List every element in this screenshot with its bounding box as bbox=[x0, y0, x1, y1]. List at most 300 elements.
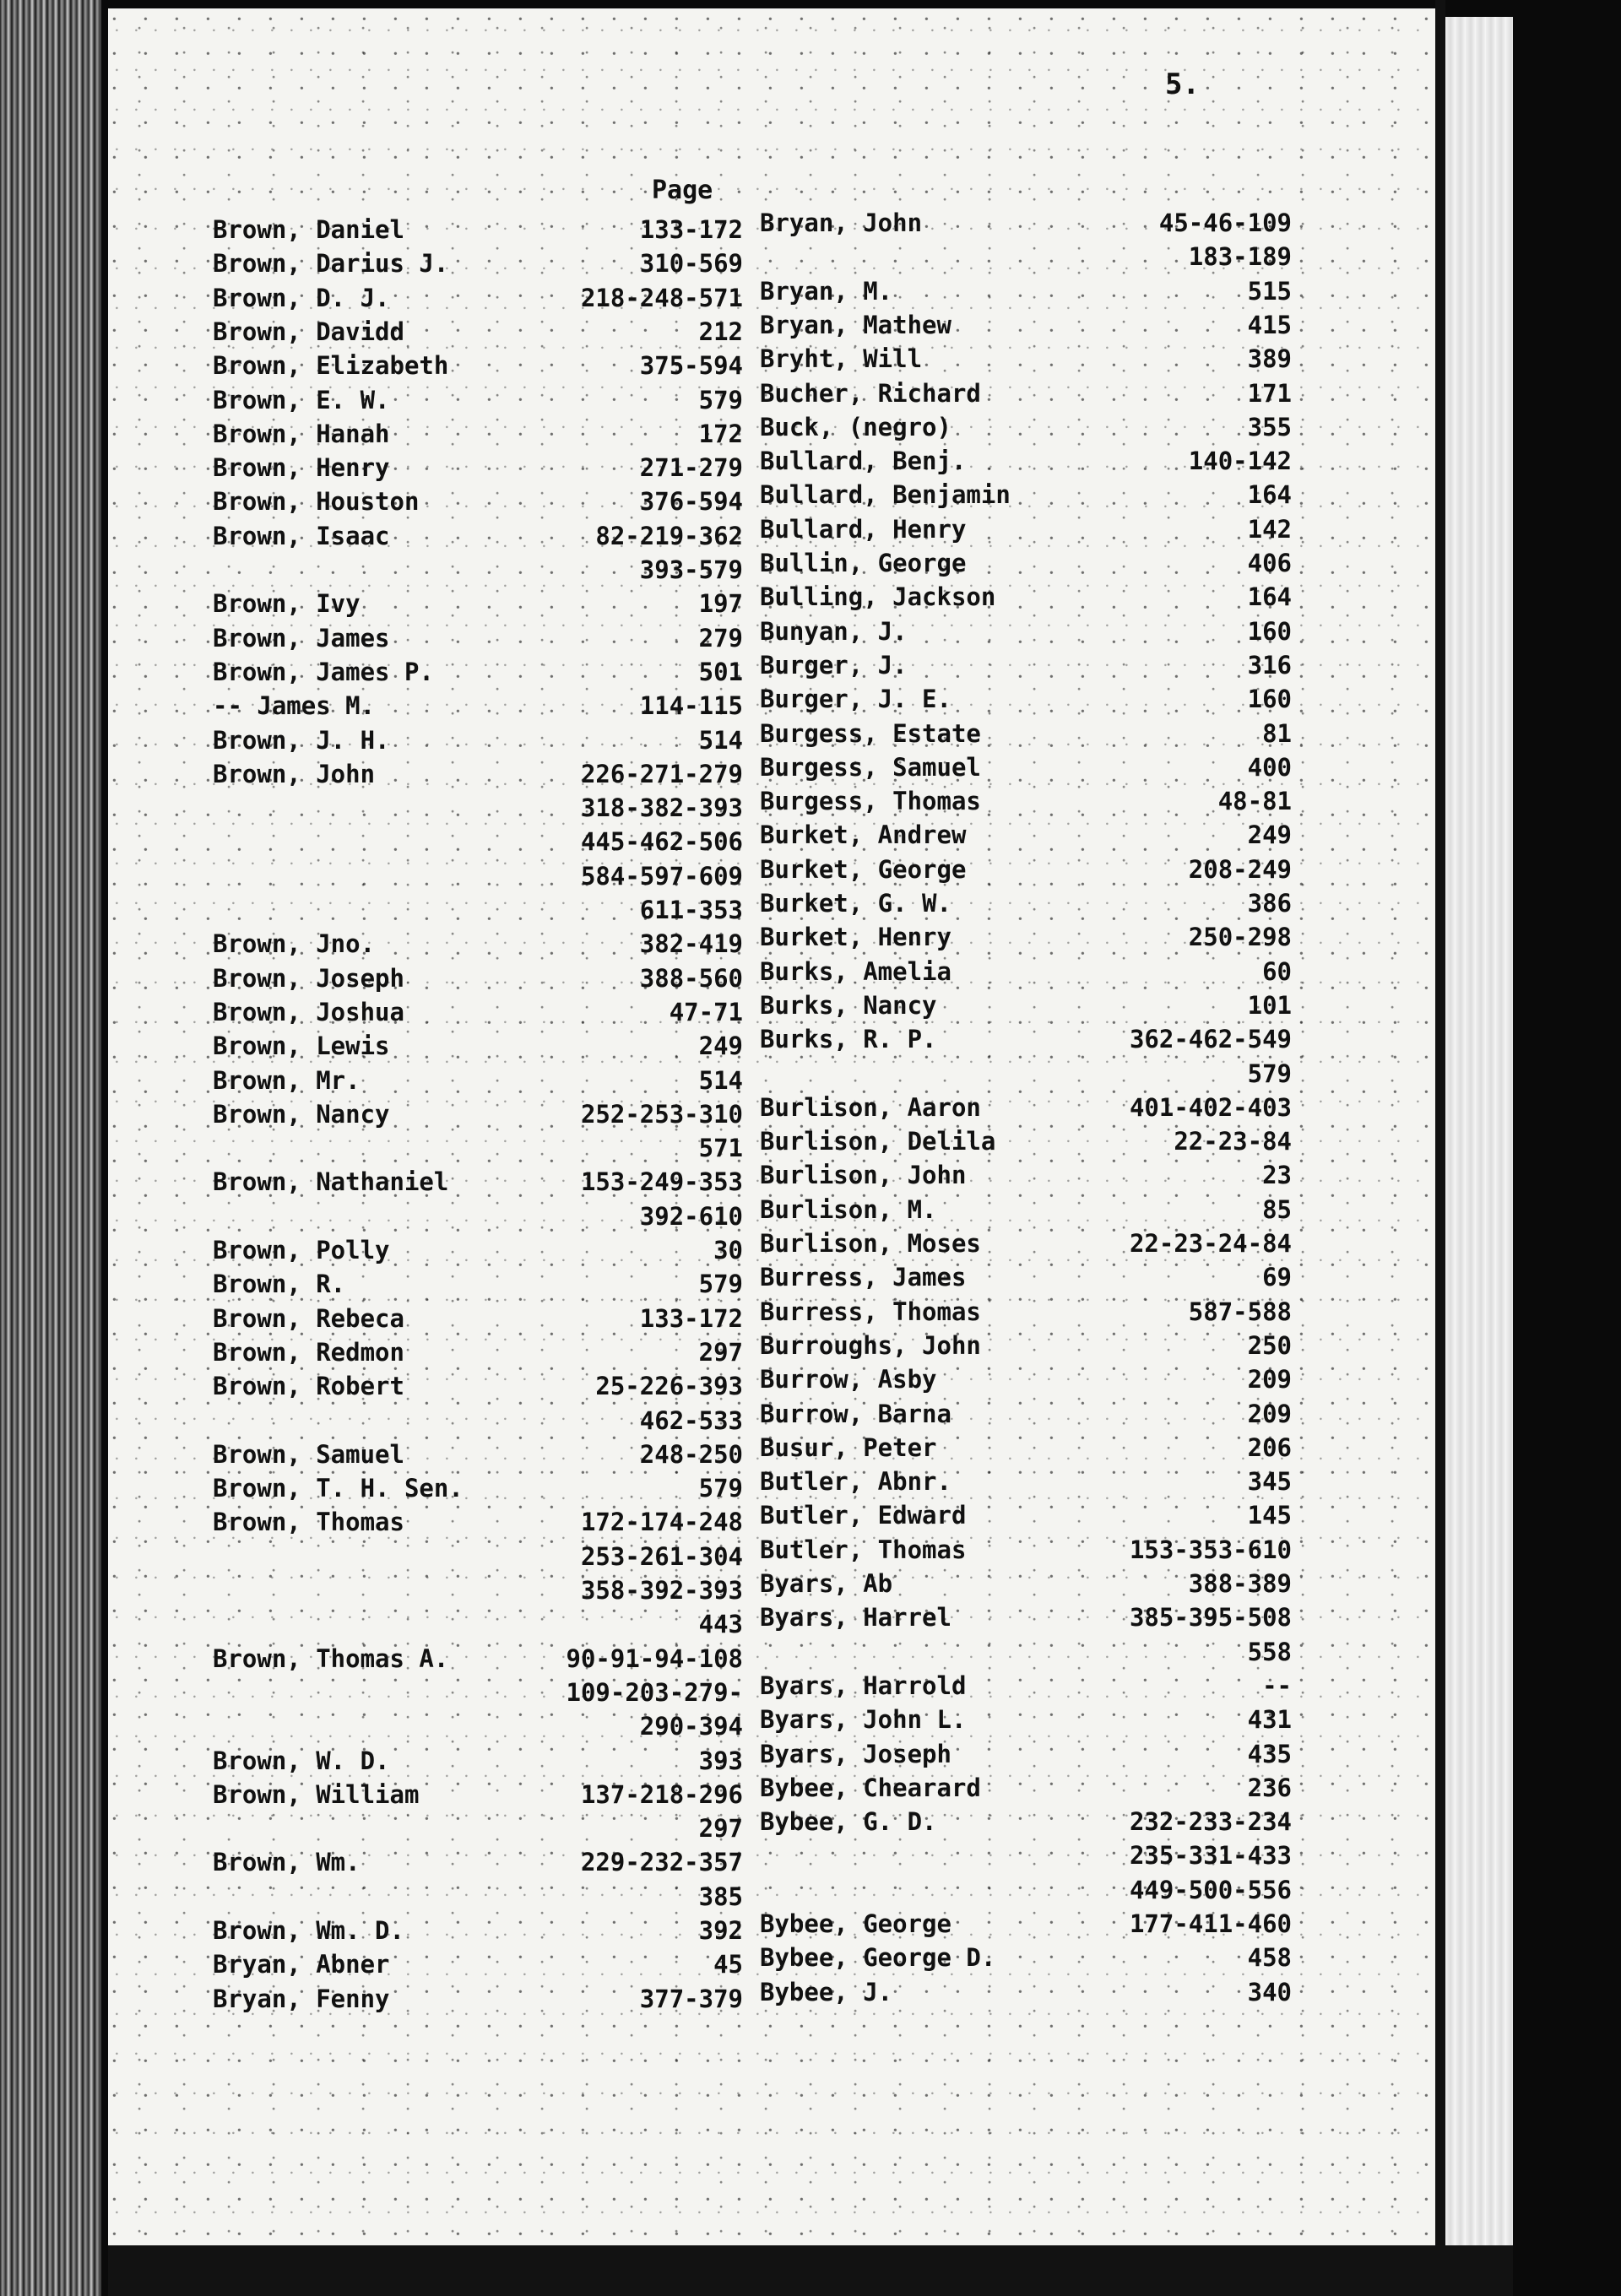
entry-name: Burks, R. P. bbox=[760, 1025, 937, 1054]
entry-name: Butler, Edward bbox=[760, 1501, 967, 1530]
entry-pages: 400 bbox=[1247, 752, 1292, 782]
index-entry bbox=[760, 1907, 1292, 1941]
entry-name: Brown, Isaac bbox=[213, 521, 390, 550]
index-entry bbox=[760, 1295, 1292, 1329]
entry-pages: 515 bbox=[1247, 276, 1292, 306]
entry-pages: 172 bbox=[698, 419, 743, 448]
index-entry bbox=[760, 1260, 1292, 1294]
index-entry bbox=[760, 1567, 1292, 1600]
entry-name: Brown, T. H. Sen. bbox=[213, 1474, 464, 1503]
entry-pages: 249 bbox=[698, 1032, 743, 1061]
index-entry bbox=[213, 927, 743, 961]
entry-name: Bybee, George D. bbox=[760, 1943, 996, 1973]
book-spine bbox=[1435, 0, 1445, 2296]
entry-pages: 587-588 bbox=[1188, 1297, 1292, 1326]
entry-pages: 164 bbox=[1247, 480, 1292, 510]
index-entry bbox=[760, 1091, 1292, 1124]
entry-name: Burlison, M. bbox=[760, 1194, 937, 1224]
entry-name: Brown, Houston bbox=[213, 487, 420, 517]
page-number: 5. bbox=[1165, 68, 1200, 101]
index-entry bbox=[213, 1267, 743, 1301]
index-entry bbox=[213, 1335, 743, 1369]
entry-pages: 226-271-279 bbox=[580, 759, 743, 788]
entry-name: Burket, Henry bbox=[760, 923, 951, 952]
entry-pages: 218-248-571 bbox=[580, 283, 743, 312]
entry-name: Brown, Redmon bbox=[213, 1337, 404, 1367]
index-entry bbox=[760, 1022, 1292, 1056]
entry-name: Burket, Andrew bbox=[760, 820, 967, 850]
entry-name: Burlison, Delila bbox=[760, 1127, 996, 1156]
entry-pages: 571 bbox=[698, 1134, 743, 1163]
entry-pages: 449-500-556 bbox=[1129, 1875, 1292, 1904]
index-entry bbox=[760, 1329, 1292, 1362]
entry-name: Burrow, Asby bbox=[760, 1365, 937, 1394]
index-entry bbox=[213, 1947, 743, 1981]
entry-pages: 401-402-403 bbox=[1129, 1092, 1292, 1122]
index-entry bbox=[760, 1737, 1292, 1771]
index-entry bbox=[760, 1465, 1292, 1498]
index-entry bbox=[760, 1805, 1292, 1838]
entry-name: Burger, J. bbox=[760, 650, 908, 680]
entry-name: Brown, Mr. bbox=[213, 1065, 361, 1095]
entry-name: Brown, Elizabeth bbox=[213, 351, 449, 381]
entry-pages: 206 bbox=[1247, 1432, 1292, 1462]
entry-name: Bryan, Abner bbox=[213, 1950, 390, 1979]
index-entry bbox=[760, 886, 1292, 920]
entry-pages: 558 bbox=[1247, 1637, 1292, 1666]
entry-name: Brown, J. H. bbox=[213, 725, 390, 755]
index-entry bbox=[213, 1914, 743, 1947]
entry-pages: 253-261-304 bbox=[580, 1541, 743, 1571]
index-entry bbox=[213, 621, 743, 655]
index-entry bbox=[760, 784, 1292, 818]
index-entry bbox=[213, 417, 743, 451]
index-entry bbox=[213, 791, 743, 825]
entry-pages: 142 bbox=[1247, 514, 1292, 544]
entry-name: Butler, Abnr. bbox=[760, 1467, 951, 1497]
entry-pages: 290-394 bbox=[639, 1712, 743, 1741]
entry-name: Bybee, George bbox=[760, 1909, 951, 1938]
entry-pages: 248-250 bbox=[639, 1439, 743, 1469]
index-entry bbox=[213, 1302, 743, 1335]
entry-pages: 153-353-610 bbox=[1129, 1535, 1292, 1564]
index-entry bbox=[213, 1505, 743, 1539]
index-entry bbox=[213, 1778, 743, 1811]
index-entry bbox=[760, 1600, 1292, 1634]
entry-pages: 385 bbox=[698, 1882, 743, 1911]
entry-pages: 415 bbox=[1247, 310, 1292, 339]
entry-pages: 82-219-362 bbox=[595, 521, 743, 550]
entry-name: Bryht, Will bbox=[760, 344, 923, 374]
index-entry bbox=[213, 723, 743, 757]
index-entry bbox=[213, 689, 743, 723]
entry-pages: 47-71 bbox=[669, 997, 743, 1026]
index-entry bbox=[760, 376, 1292, 410]
entry-name: Brown, John bbox=[213, 759, 376, 788]
entry-name: Byars, Joseph bbox=[760, 1739, 951, 1768]
index-entry bbox=[213, 1064, 743, 1097]
index-entry bbox=[760, 1533, 1292, 1567]
index-entry bbox=[213, 451, 743, 485]
entry-name: Brown, Hanah bbox=[213, 419, 390, 448]
index-entry bbox=[213, 893, 743, 927]
entry-name: Brown, Nathaniel bbox=[213, 1167, 449, 1197]
entry-pages: 114-115 bbox=[639, 691, 743, 721]
entry-pages: 153-249-353 bbox=[580, 1167, 743, 1197]
entry-pages: 514 bbox=[698, 725, 743, 755]
entry-pages: 316 bbox=[1247, 650, 1292, 680]
entry-pages: 250 bbox=[1247, 1330, 1292, 1360]
index-entry bbox=[213, 246, 743, 280]
entry-pages: 252-253-310 bbox=[580, 1099, 743, 1129]
entry-pages: 435 bbox=[1247, 1739, 1292, 1768]
entry-pages: 310-569 bbox=[639, 249, 743, 279]
index-entry bbox=[213, 485, 743, 518]
index-entry bbox=[213, 1540, 743, 1573]
entry-pages: 60 bbox=[1262, 956, 1292, 986]
index-entry bbox=[213, 383, 743, 417]
entry-pages: 376-594 bbox=[639, 487, 743, 517]
entry-pages: 45 bbox=[713, 1950, 743, 1979]
entry-pages: 340 bbox=[1247, 1977, 1292, 2006]
index-entry bbox=[760, 1227, 1292, 1260]
entry-pages: 229-232-357 bbox=[580, 1848, 743, 1877]
index-entry bbox=[213, 1607, 743, 1641]
index-entry bbox=[760, 240, 1292, 273]
entry-pages: 579 bbox=[698, 1270, 743, 1299]
entry-pages: 69 bbox=[1262, 1263, 1292, 1292]
index-entry bbox=[213, 1573, 743, 1607]
index-entry bbox=[760, 750, 1292, 784]
index-entry bbox=[213, 1199, 743, 1233]
entry-name: Burgess, Thomas bbox=[760, 787, 981, 816]
index-entry bbox=[760, 444, 1292, 478]
index-entry bbox=[760, 648, 1292, 682]
entry-pages: 48-81 bbox=[1217, 787, 1292, 816]
index-entry bbox=[760, 580, 1292, 614]
entry-name: Bybee, Chearard bbox=[760, 1773, 981, 1802]
entry-name: Brown, Thomas bbox=[213, 1508, 404, 1537]
entry-pages: 393-579 bbox=[639, 555, 743, 584]
entry-pages: 25-226-393 bbox=[595, 1372, 743, 1401]
index-entry bbox=[760, 818, 1292, 852]
entry-pages: 445-462-506 bbox=[580, 827, 743, 857]
entry-pages: 183-189 bbox=[1188, 242, 1292, 272]
index-entry bbox=[760, 682, 1292, 716]
entry-pages: 443 bbox=[698, 1610, 743, 1639]
entry-pages: 208-249 bbox=[1188, 854, 1292, 884]
entry-name: Burger, J. E. bbox=[760, 685, 951, 714]
entry-pages: 406 bbox=[1247, 549, 1292, 577]
entry-name: Brown, Ivy bbox=[213, 589, 361, 619]
entry-name: Brown, D. J. bbox=[213, 283, 390, 312]
entry-name: Bucher, Richard bbox=[760, 378, 981, 408]
entry-pages: -- bbox=[1262, 1671, 1292, 1700]
index-entry bbox=[760, 1124, 1292, 1158]
index-entry bbox=[760, 274, 1292, 308]
entry-pages: 45-46-109 bbox=[1158, 208, 1292, 237]
entry-pages: 109-203-279- bbox=[566, 1677, 743, 1707]
index-entry bbox=[213, 1097, 743, 1131]
entry-name: Bybee, G. D. bbox=[760, 1807, 937, 1837]
entry-pages: 584-597-609 bbox=[580, 861, 743, 891]
entry-name: Brown, Wm. bbox=[213, 1848, 361, 1877]
index-entry bbox=[760, 1158, 1292, 1192]
entry-name: Burress, Thomas bbox=[760, 1297, 981, 1326]
index-entry bbox=[213, 757, 743, 791]
entry-pages: 172-174-248 bbox=[580, 1508, 743, 1537]
entry-name: Burket, George bbox=[760, 854, 967, 884]
entry-name: Brown, Samuel bbox=[213, 1439, 404, 1469]
index-entry bbox=[760, 478, 1292, 512]
page-column-header: Page bbox=[652, 176, 713, 205]
index-entry bbox=[760, 1975, 1292, 2009]
index-entry bbox=[213, 1744, 743, 1778]
index-entry bbox=[760, 988, 1292, 1022]
entry-name: Bullard, Benj. bbox=[760, 447, 967, 476]
entry-name: Burlison, Moses bbox=[760, 1229, 981, 1258]
entry-pages: 392 bbox=[698, 1916, 743, 1945]
entry-pages: 137-218-296 bbox=[580, 1779, 743, 1809]
index-entry bbox=[213, 315, 743, 349]
entry-pages: 297 bbox=[698, 1814, 743, 1844]
entry-name: Bryan, Mathew bbox=[760, 310, 951, 339]
index-entry bbox=[760, 512, 1292, 546]
entry-name: Bunyan, J. bbox=[760, 616, 908, 646]
entry-name: Brown, Henry bbox=[213, 453, 390, 483]
entry-name: Bullard, Benjamin bbox=[760, 480, 1011, 510]
index-entry bbox=[760, 1635, 1292, 1669]
entry-name: Brown, Robert bbox=[213, 1372, 404, 1401]
entry-pages: 579 bbox=[698, 1474, 743, 1503]
entry-pages: 611-353 bbox=[639, 896, 743, 924]
entry-name: Burress, James bbox=[760, 1263, 967, 1292]
index-entry bbox=[213, 1029, 743, 1063]
entry-name: Brown, Darius J. bbox=[213, 249, 449, 279]
index-entry bbox=[760, 615, 1292, 648]
index-entry bbox=[760, 1838, 1292, 1872]
index-entry bbox=[760, 1498, 1292, 1532]
entry-pages: 377-379 bbox=[639, 1984, 743, 2013]
entry-pages: 236 bbox=[1247, 1773, 1292, 1802]
entry-pages: 388-560 bbox=[639, 963, 743, 993]
entry-pages: 140-142 bbox=[1188, 447, 1292, 476]
entry-pages: 101 bbox=[1247, 990, 1292, 1020]
entry-pages: 209 bbox=[1247, 1365, 1292, 1394]
entry-name: Brown, Polly bbox=[213, 1236, 390, 1264]
entry-pages: 209 bbox=[1247, 1399, 1292, 1428]
entry-name: Brown, James P. bbox=[213, 657, 434, 686]
entry-pages: 501 bbox=[698, 657, 743, 686]
entry-name: Brown, Lewis bbox=[213, 1032, 390, 1061]
index-entry bbox=[213, 1676, 743, 1709]
entry-pages: 375-594 bbox=[639, 351, 743, 381]
entry-pages: 197 bbox=[698, 589, 743, 619]
entry-pages: 145 bbox=[1247, 1501, 1292, 1530]
index-entry bbox=[213, 349, 743, 382]
index-entry bbox=[213, 1982, 743, 2016]
index-entry bbox=[213, 1131, 743, 1165]
entry-pages: 160 bbox=[1247, 685, 1292, 714]
entry-pages: 235-331-433 bbox=[1129, 1841, 1292, 1871]
index-entry bbox=[213, 587, 743, 620]
entry-pages: 385-395-508 bbox=[1129, 1603, 1292, 1633]
entry-pages: 297 bbox=[698, 1337, 743, 1367]
entry-pages: 90-91-94-108 bbox=[566, 1643, 743, 1673]
index-entry bbox=[213, 1404, 743, 1438]
index-entry bbox=[213, 1811, 743, 1845]
entry-pages: 386 bbox=[1247, 889, 1292, 918]
index-entry bbox=[213, 1642, 743, 1676]
entry-name: Butler, Thomas bbox=[760, 1535, 967, 1564]
index-entry bbox=[213, 1709, 743, 1743]
entry-name: Brown, Wm. D. bbox=[213, 1916, 404, 1945]
index-entry bbox=[760, 308, 1292, 342]
index-entry bbox=[760, 955, 1292, 988]
index-entry bbox=[213, 1880, 743, 1914]
index-entry bbox=[213, 281, 743, 315]
entry-name: Brown, R. bbox=[213, 1270, 346, 1299]
entry-name: Burks, Amelia bbox=[760, 956, 951, 986]
entry-name: Brown, Joseph bbox=[213, 963, 404, 993]
entry-pages: 458 bbox=[1247, 1943, 1292, 1973]
entry-pages: 279 bbox=[698, 623, 743, 653]
entry-name: Brown, Joshua bbox=[213, 997, 404, 1026]
entry-name: Burgess, Estate bbox=[760, 718, 981, 748]
book-left-edge bbox=[0, 0, 101, 2296]
index-entry bbox=[760, 342, 1292, 376]
index-entry bbox=[760, 1703, 1292, 1736]
entry-pages: 133-172 bbox=[639, 1303, 743, 1333]
index-entry bbox=[213, 961, 743, 995]
entry-pages: 462-533 bbox=[639, 1405, 743, 1435]
entry-name: Bryan, Fenny bbox=[213, 1984, 390, 2013]
entry-name: Brown, James bbox=[213, 623, 390, 653]
entry-name: -- James M. bbox=[213, 691, 376, 721]
entry-name: Burroughs, John bbox=[760, 1330, 981, 1360]
entry-pages: 389 bbox=[1247, 344, 1292, 374]
entry-name: Byars, Harrel bbox=[760, 1603, 951, 1633]
entry-pages: 362-462-549 bbox=[1129, 1025, 1292, 1054]
index-entry bbox=[213, 1471, 743, 1505]
entry-pages: 514 bbox=[698, 1065, 743, 1095]
entry-name: Brown, Daniel bbox=[213, 215, 404, 244]
entry-pages: 579 bbox=[1247, 1059, 1292, 1088]
index-entry bbox=[760, 1193, 1292, 1227]
index-entry bbox=[213, 859, 743, 893]
entry-name: Brown, Thomas A. bbox=[213, 1643, 449, 1673]
entry-pages: 358-392-393 bbox=[580, 1576, 743, 1605]
index-entry bbox=[213, 519, 743, 553]
entry-pages: 171 bbox=[1247, 378, 1292, 408]
index-entry bbox=[760, 1431, 1292, 1465]
book-right-pages bbox=[1445, 17, 1513, 2279]
entry-pages: 579 bbox=[698, 385, 743, 414]
index-entry bbox=[760, 546, 1292, 580]
entry-pages: 271-279 bbox=[639, 453, 743, 483]
entry-name: Byars, John L. bbox=[760, 1705, 967, 1735]
entry-pages: 85 bbox=[1262, 1194, 1292, 1224]
entry-pages: 388-389 bbox=[1188, 1569, 1292, 1598]
entry-pages: 133-172 bbox=[639, 215, 743, 244]
index-entry bbox=[760, 717, 1292, 750]
index-entry bbox=[213, 1845, 743, 1879]
entry-name: Busur, Peter bbox=[760, 1432, 937, 1462]
entry-name: Burks, Nancy bbox=[760, 990, 937, 1020]
entry-name: Brown, Davidd bbox=[213, 317, 404, 346]
index-entry bbox=[760, 1362, 1292, 1396]
index-entry bbox=[760, 206, 1292, 240]
entry-name: Burlison, Aaron bbox=[760, 1092, 981, 1122]
entry-pages: 393 bbox=[698, 1746, 743, 1775]
entry-name: Brown, W. D. bbox=[213, 1746, 390, 1775]
index-entry bbox=[760, 1669, 1292, 1703]
entry-name: Brown, E. W. bbox=[213, 385, 390, 414]
entry-pages: 22-23-24-84 bbox=[1129, 1229, 1292, 1258]
entry-pages: 250-298 bbox=[1188, 923, 1292, 952]
entry-pages: 345 bbox=[1247, 1467, 1292, 1497]
entry-pages: 81 bbox=[1262, 718, 1292, 748]
index-entry bbox=[213, 1438, 743, 1471]
entry-name: Burrow, Barna bbox=[760, 1399, 951, 1428]
entry-name: Buck, (negro) bbox=[760, 412, 951, 441]
entry-name: Brown, William bbox=[213, 1779, 420, 1809]
entry-pages: 382-419 bbox=[639, 929, 743, 959]
index-entry bbox=[760, 920, 1292, 954]
entry-name: Bullard, Henry bbox=[760, 514, 967, 544]
index-entry bbox=[760, 853, 1292, 886]
book-bottom-edge bbox=[108, 2245, 1513, 2296]
entry-pages: 22-23-84 bbox=[1174, 1127, 1292, 1156]
index-entry bbox=[760, 410, 1292, 444]
index-entry bbox=[760, 1771, 1292, 1805]
entry-name: Burgess, Samuel bbox=[760, 752, 981, 782]
index-entry bbox=[760, 1873, 1292, 1907]
entry-name: Brown, Jno. bbox=[213, 929, 376, 959]
entry-pages: 232-233-234 bbox=[1129, 1807, 1292, 1837]
index-entry bbox=[213, 995, 743, 1029]
entry-pages: 164 bbox=[1247, 582, 1292, 612]
entry-pages: 212 bbox=[698, 317, 743, 346]
entry-name: Byars, Ab bbox=[760, 1569, 893, 1598]
entry-name: Bryan, John bbox=[760, 208, 923, 237]
index-entry bbox=[760, 1397, 1292, 1431]
index-entry bbox=[213, 1165, 743, 1199]
index-entry bbox=[213, 1233, 743, 1267]
entry-name: Brown, Rebeca bbox=[213, 1303, 404, 1333]
index-entry bbox=[213, 1369, 743, 1403]
entry-name: Burket, G. W. bbox=[760, 889, 951, 918]
entry-name: Bryan, M. bbox=[760, 276, 893, 306]
entry-name: Bulling, Jackson bbox=[760, 582, 996, 612]
entry-pages: 249 bbox=[1247, 820, 1292, 850]
entry-name: Brown, Nancy bbox=[213, 1099, 390, 1129]
entry-name: Bybee, J. bbox=[760, 1977, 893, 2006]
entry-pages: 160 bbox=[1247, 616, 1292, 646]
entry-pages: 431 bbox=[1247, 1705, 1292, 1735]
entry-name: Byars, Harrold bbox=[760, 1671, 967, 1700]
entry-pages: 23 bbox=[1262, 1161, 1292, 1190]
index-entry bbox=[213, 825, 743, 858]
entry-pages: 30 bbox=[713, 1236, 743, 1264]
index-entry bbox=[760, 1057, 1292, 1091]
entry-name: Bullin, George bbox=[760, 549, 967, 577]
index-entry bbox=[213, 213, 743, 246]
entry-pages: 318-382-393 bbox=[580, 793, 743, 823]
entry-name: Burlison, John bbox=[760, 1161, 967, 1190]
entry-pages: 177-411-460 bbox=[1129, 1909, 1292, 1938]
entry-pages: 355 bbox=[1247, 412, 1292, 441]
